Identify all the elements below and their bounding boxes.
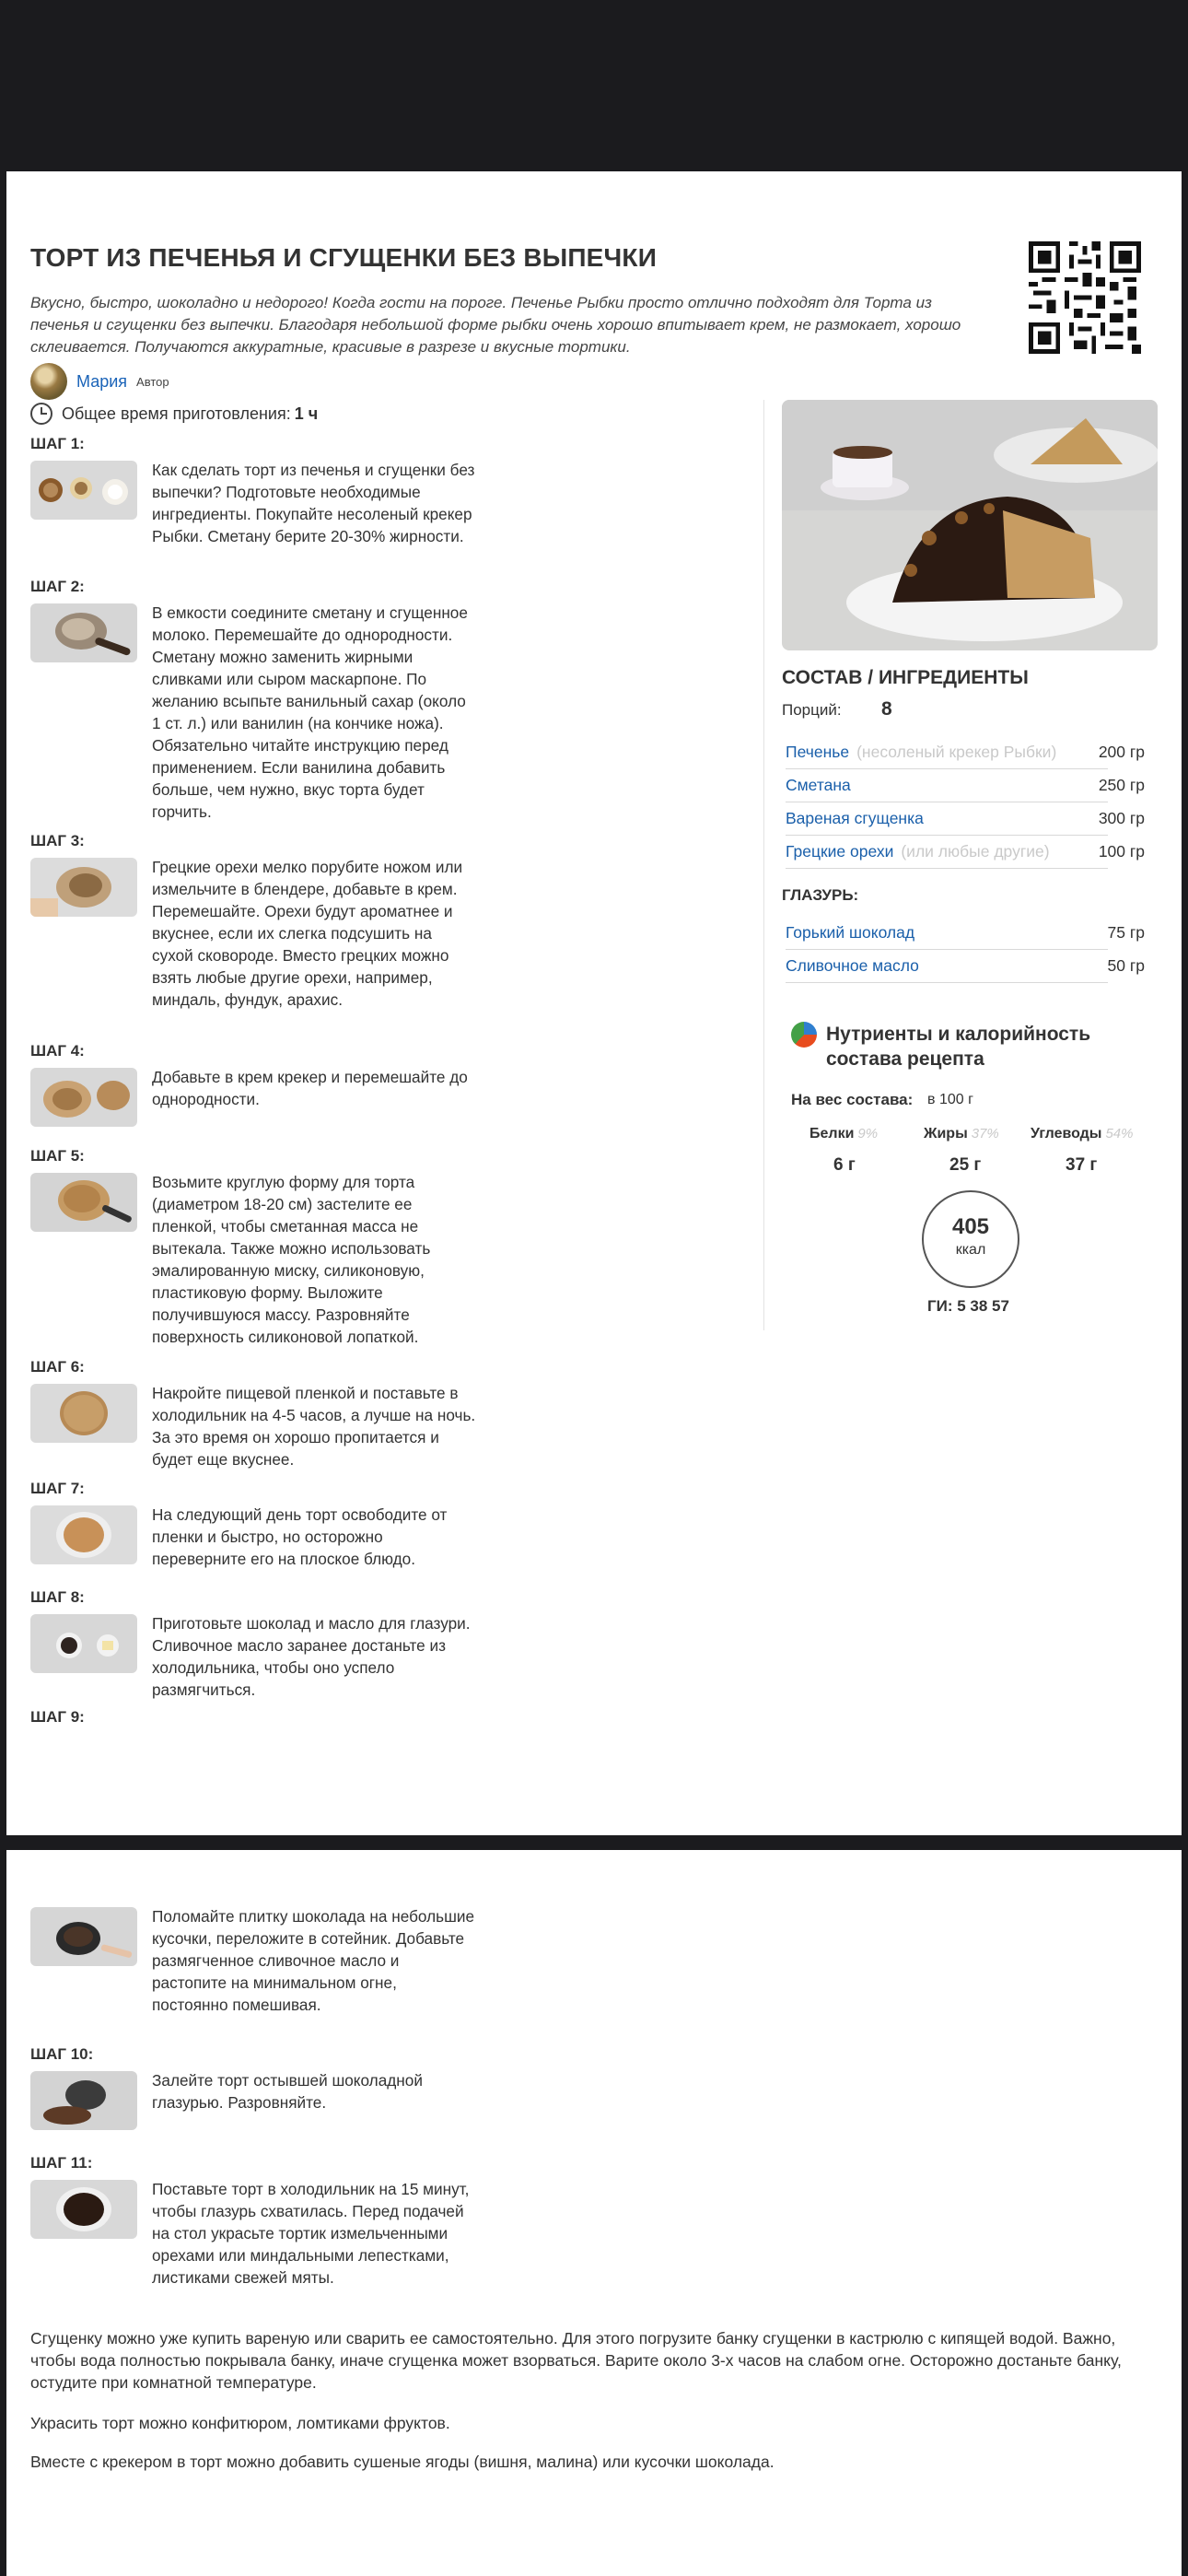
divider — [786, 949, 1108, 950]
portions-label: Порций: — [782, 701, 842, 719]
macro-protein-value: 6 г — [833, 1155, 856, 1175]
step-9-image[interactable] — [30, 1907, 137, 1966]
print-page-1 — [6, 171, 1182, 1835]
step-1-label: ШАГ 1: — [30, 435, 85, 452]
note-paragraph: Украсить торт можно конфитюром, ломтиками фруктов. — [30, 2414, 450, 2432]
nutrients-title: Нутриенты и калорийность состава рецепта — [826, 1024, 1091, 1070]
column-divider — [763, 400, 764, 1330]
step-6-image[interactable] — [30, 1384, 137, 1443]
step-2-text: В емкости соедините сметану и сгущенное молоко. Перемешайте до однородности. Сметану можно заменить жирными сливками или сыром маскарпоне. По желанию всыпьте ванильный сахар (около 1 ст. л.) или ванилин (на кончике ножа). Обязательно читайте инструкцию перед применением. Если ванилина добавить больше, чем нужно, вкус торта будет горчить. — [152, 603, 468, 821]
macro-fat-value: 25 г — [949, 1155, 982, 1175]
ingredient-name[interactable]: Грецкие орехи — [786, 842, 894, 861]
glycemic-index: ГИ: 5 38 57 — [927, 1297, 1009, 1315]
weight-value[interactable]: в 100 г — [927, 1092, 973, 1107]
time-label: Общее время приготовления: — [62, 404, 291, 423]
step-4-label: ШАГ 4: — [30, 1042, 85, 1060]
ingredient-qty: 300 гр — [1098, 809, 1145, 827]
step-10-image[interactable] — [30, 2071, 137, 2130]
avatar[interactable] — [30, 363, 67, 400]
calories-unit: ккал — [955, 1242, 986, 1258]
step-5-label: ШАГ 5: — [30, 1147, 85, 1165]
cooking-time — [30, 403, 318, 425]
step-7-text: На следующий день торт освободите от пленки и быстро, но осторожно переверните его на плоское блюдо. — [152, 1505, 448, 1568]
step-11-text: Поставьте торт в холодильник на 15 минут, чтобы глазурь схватилась. Перед подачей на стол украсьте тортик измельченными орехами или миндальными лепестками, листиками свежей мяты. — [152, 2180, 470, 2287]
ingredient-row — [786, 776, 1154, 807]
ingredient-qty: 75 гр — [1107, 923, 1145, 942]
weight-label: На вес состава: — [791, 1091, 914, 1108]
calories-value: 405 — [951, 1214, 990, 1239]
clock-icon — [30, 403, 52, 425]
portions-value[interactable]: 8 — [881, 698, 892, 720]
time-value: 1 ч — [294, 404, 319, 423]
step-2-label: ШАГ 2: — [30, 578, 85, 595]
step-3-text: Грецкие орехи мелко порубите ножом или измельчите в блендере, добавьте в крем. Перемешайте. Орехи будут ароматнее и вкуснее, если их слегка подсушить на сухой сковороде. Вместо грецких можно взять любые другие орехи, например, миндаль, фундук, арахис. — [152, 858, 463, 1009]
step-8-label: ШАГ 8: — [30, 1588, 85, 1606]
step-10-text: Залейте торт остывшей шоколадной глазурью. Разровняйте. — [152, 2071, 423, 2112]
note-paragraph: Вместе с крекером в торт можно добавить сушеные ягоды (вишня, малина) или кусочки шоколада. — [30, 2453, 775, 2471]
calories-circle — [922, 1190, 1019, 1288]
step-10-label: ШАГ 10: — [30, 2045, 94, 2063]
ingredient-qty: 50 гр — [1107, 956, 1145, 975]
step-3-label: ШАГ 3: — [30, 832, 85, 849]
ingredient-note: (несоленый крекер Рыбки) — [856, 743, 1057, 761]
ingredient-name[interactable]: Вареная сгущенка — [786, 809, 924, 827]
macro-carbs-header: Углеводы 54% — [1031, 1126, 1134, 1142]
ingredient-name[interactable]: Горький шоколад — [786, 923, 915, 942]
macro-fat-header: Жиры 37% — [924, 1126, 999, 1142]
ingredient-qty: 200 гр — [1098, 743, 1145, 761]
step-7-label: ШАГ 7: — [30, 1480, 85, 1497]
nutrients-pie-icon — [791, 1022, 817, 1048]
ingredient-row — [786, 923, 1154, 954]
step-7-image[interactable] — [30, 1505, 137, 1564]
glaze-heading: ГЛАЗУРЬ: — [782, 886, 859, 904]
author-role: Автор — [136, 374, 169, 389]
step-8-image[interactable] — [30, 1614, 137, 1673]
step-9-text: Поломайте плитку шоколада на небольшие кусочки, переложите в сотейник. Добавьте размягченное сливочное масло и растопите на минимальном огне, постоянно помешивая. — [152, 1907, 475, 2014]
step-11-label: ШАГ 11: — [30, 2154, 93, 2172]
step-1-text: Как сделать торт из печенья и сгущенки без выпечки? Подготовьте необходимые ингредиенты. Покупайте несоленый крекер Рыбки. Сметану берите 20-30% жирности. — [152, 461, 475, 545]
step-9-label: ШАГ 9: — [30, 1708, 85, 1726]
qr-code-icon[interactable] — [1029, 241, 1141, 354]
ingredient-name[interactable]: Печенье — [786, 743, 850, 761]
step-4-image[interactable] — [30, 1068, 137, 1127]
author-link[interactable]: Мария — [76, 371, 128, 391]
step-1-image[interactable] — [30, 461, 137, 520]
ingredient-name[interactable]: Сливочное масло — [786, 956, 919, 975]
divider — [786, 868, 1108, 869]
recipe-subtitle: Вкусно, быстро, шоколадно и недорого! Когда гости на пороге. Печенье Рыбки просто отлично подходят для Торта из печенья и сгущенки без выпечки. Благодаря небольшой форме рыбки очень хорошо впитывает крем, не размокает, хорошо склеивается. Получаются аккуратные, красивые в разрезе и вкусные тортики. — [30, 294, 961, 356]
ingredient-row — [786, 809, 1154, 840]
author-block — [30, 363, 169, 400]
step-2-image[interactable] — [30, 603, 137, 662]
recipe-title: ТОРТ ИЗ ПЕЧЕНЬЯ И СГУЩЕНКИ БЕЗ ВЫПЕЧКИ — [30, 243, 658, 272]
divider — [786, 768, 1108, 769]
ingredient-qty: 250 гр — [1098, 776, 1145, 794]
step-5-text: Возьмите круглую форму для торта (диаметром 18-20 см) застелите ее пленкой, чтобы сметанная масса не вытекала. Также можно использовать эмалированную миску, силиконовую, пластиковую форму. Выложите получившуюся массу. Разровняйте поверхность силиконовой лопаткой. — [152, 1173, 431, 1346]
step-6-label: ШАГ 6: — [30, 1358, 85, 1376]
macro-protein-header: Белки 9% — [809, 1126, 879, 1142]
step-6-text: Накройте пищевой пленкой и поставьте в холодильник на 4-5 часов, а лучше на ночь. За это время он хорошо пропитается и будет еще вкуснее. — [152, 1384, 476, 1469]
step-5-image[interactable] — [30, 1173, 137, 1232]
step-8-text: Приготовьте шоколад и масло для глазури. Сливочное масло заранее достаньте из холодильника, чтобы оно успело размягчиться. — [152, 1614, 471, 1699]
recipe-photo[interactable] — [782, 400, 1158, 650]
ingredients-heading: СОСТАВ / ИНГРЕДИЕНТЫ — [782, 667, 1029, 688]
ingredient-row — [786, 743, 1154, 774]
ingredient-name[interactable]: Сметана — [786, 776, 851, 794]
step-11-image[interactable] — [30, 2180, 137, 2239]
ingredient-row — [786, 956, 1154, 988]
divider — [786, 982, 1108, 983]
print-page-2 — [6, 1850, 1182, 2576]
ingredient-qty: 100 гр — [1098, 842, 1145, 861]
note-paragraph: Сгущенку можно уже купить вареную или сварить ее самостоятельно. Для этого погрузите банку сгущенки в кастрюлю с кипящей водой. Важно, чтобы вода полностью покрывала банку, иначе сгущенка может взорваться. Варите около 3-х часов на слабом огне. Осторожно достаньте банку, остудите при комнатной температуре. — [30, 2329, 1122, 2392]
step-4-text: Добавьте в крем крекер и перемешайте до однородности. — [152, 1068, 468, 1108]
ingredient-row — [786, 842, 1154, 873]
step-3-image[interactable] — [30, 858, 137, 917]
divider — [786, 835, 1108, 836]
ingredient-note: (или любые другие) — [901, 842, 1050, 861]
macro-carbs-value: 37 г — [1066, 1155, 1098, 1175]
